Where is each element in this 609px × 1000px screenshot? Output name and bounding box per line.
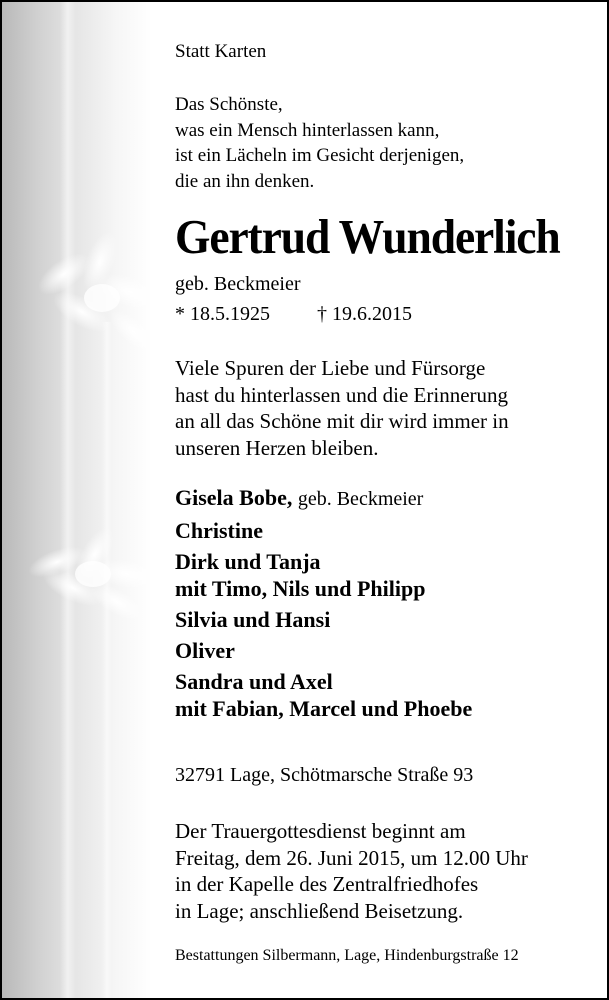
- flower-bottom-icon: [17, 522, 167, 632]
- service-line: Der Trauergottesdienst beginnt am: [175, 819, 466, 843]
- flower-stem-decoration: [102, 322, 112, 998]
- motto-line: ist ein Lächeln im Gesicht derjenigen,: [175, 145, 465, 166]
- motto-line: Das Schönste,: [175, 94, 283, 115]
- mourner-note: geb. Beckmeier: [297, 488, 424, 510]
- poem-line: hast du hinterlassen und die Erinnerung: [175, 382, 509, 407]
- service-line: in der Kapelle des Zentralfriedhofes: [175, 872, 479, 896]
- intro-text: Statt Karten: [175, 41, 267, 62]
- poem-line: Viele Spuren der Liebe und Fürsorge: [175, 356, 486, 380]
- mourner-row: Sandra und Axel: [175, 669, 333, 694]
- mourner-row: mit Fabian, Marcel und Phoebe: [175, 696, 473, 721]
- motto-line: die an ihn denken.: [175, 170, 315, 192]
- poem: [175, 355, 509, 461]
- maiden-name: geb. Beckmeier: [175, 273, 301, 295]
- life-dates: [175, 304, 412, 324]
- mourner-row: Oliver: [175, 638, 235, 663]
- address: 32791 Lage, Schötmarsche Straße 93: [175, 764, 474, 786]
- motto: [175, 92, 464, 194]
- mourner-row: [175, 484, 472, 513]
- service-line: in Lage; anschließend Beisetzung.: [175, 898, 464, 923]
- mourner-row: Silvia und Hansi: [175, 607, 331, 632]
- death-date: † 19.6.2015: [317, 303, 412, 325]
- mourner-row: mit Timo, Nils und Philipp: [175, 576, 426, 601]
- mourners-list: [175, 484, 472, 722]
- undertaker: Bestattungen Silbermann, Lage, Hindenburgstraße 12: [175, 947, 519, 964]
- mourner-row: Christine: [175, 518, 263, 543]
- mourner-name: Gisela Bobe,: [175, 485, 293, 510]
- mourner-row: Dirk und Tanja: [175, 549, 321, 574]
- flower-top-icon: [22, 222, 172, 362]
- service-info: [175, 818, 528, 924]
- poem-line: an all das Schöne mit dir wird immer in: [175, 409, 509, 433]
- poem-line: unseren Herzen bleiben.: [175, 435, 379, 460]
- motto-line: was ein Mensch hinterlassen kann,: [175, 119, 440, 141]
- service-line: Freitag, dem 26. Juni 2015, um 12.00 Uhr: [175, 845, 528, 870]
- deceased-name: Gertrud Wunderlich: [175, 209, 560, 264]
- birth-date: * 18.5.1925: [175, 303, 270, 325]
- flower-stem-decoration: [60, 2, 76, 998]
